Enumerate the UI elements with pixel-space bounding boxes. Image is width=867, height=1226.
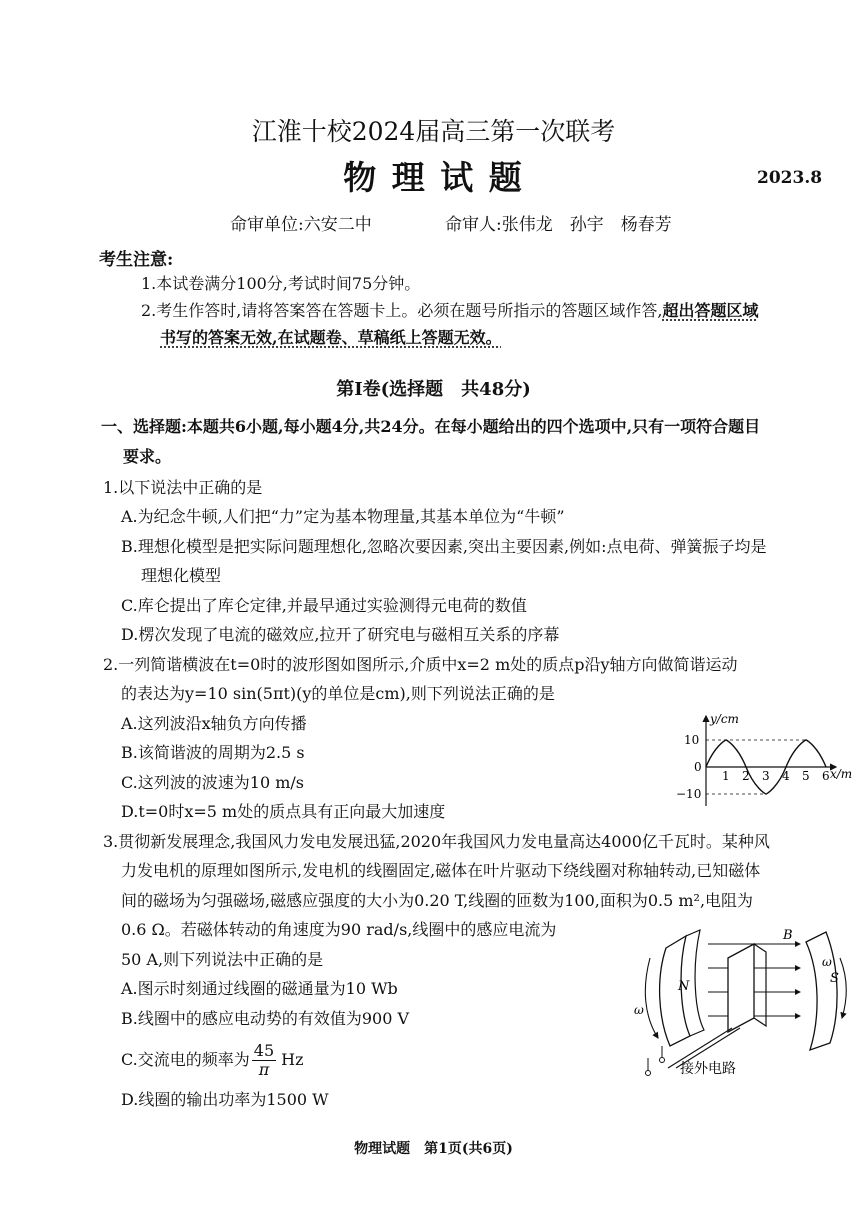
q3-stem-line-3: 间的磁场为匀强磁场,磁感应强度的大小为0.20 T,线圈的匝数为100,面积为0.5 m²,电阻为 [121, 891, 754, 910]
reviewers: 命审人:张伟龙 孙宇 杨春芳 [445, 215, 672, 235]
q3-option-d: D.线圈的输出功率为1500 W [121, 1090, 329, 1109]
x-tick-4: 4 [782, 769, 790, 783]
q3-stem-line-4: 0.6 Ω。若磁体转动的角速度为90 rad/s,线圈中的感应电流为 [121, 920, 557, 939]
section-instructions-line-2: 要求。 [123, 447, 172, 466]
coil [728, 944, 754, 1032]
rotation-arrow-left [645, 958, 658, 1038]
q1-option-b-line-1: B.理想化模型是把实际问题理想化,忽略次要因素,突出主要因素,例如:点电荷、弹簧振子均是 [121, 537, 767, 556]
terminal [646, 1071, 651, 1076]
label-omega-left: ω [634, 1003, 644, 1017]
q1-stem: 1.以下说法中正确的是 [103, 478, 263, 497]
q3-stem-line-2: 力发电机的原理如图所示,发电机的线圈固定,磁体在叶片驱动下绕线圈对称轴转动,已知磁体 [121, 861, 761, 880]
q2-wave-figure [670, 708, 855, 812]
q1-option-a: A.为纪念牛顿,人们把“力”定为基本物理量,其基本单位为“牛顿” [121, 507, 565, 526]
q3-option-c [121, 1038, 304, 1082]
q2-stem-line-1: 2.一列简谐横波在t=0时的波形图如图所示,介质中x=2 m处的质点p沿y轴方向做简谐运动 [103, 655, 738, 674]
notice-heading: 考生注意: [99, 250, 174, 270]
q2-option-c: C.这列波的波速为10 m/s [121, 773, 304, 792]
q3-option-c-unit: Hz [281, 1050, 304, 1069]
fraction-denominator: π [258, 1059, 270, 1079]
x-tick-6: 6 [822, 769, 830, 783]
magnet-s [806, 932, 837, 1050]
q1-option-c: C.库仑提出了库仑定律,并最早通过实验测得元电荷的数值 [121, 596, 527, 615]
label-n: N [678, 979, 690, 994]
subject-title: 物 理 试 题 [343, 158, 524, 197]
q1-option-d: D.楞次发现了电流的磁效应,拉开了研究电与磁相互关系的序幕 [121, 625, 560, 644]
notice-item-2-text: 2.考生作答时,请将答案答在答题卡上。必须在题号所指示的答题区域作答, [141, 301, 663, 320]
q3-stem-line-5: 50 A,则下列说法中正确的是 [121, 950, 324, 969]
section-instructions-line-1: 一、选择题:本题共6小题,每小题4分,共24分。在每小题给出的四个选项中,只有一项符合题目 [101, 417, 761, 436]
y-tick-0: 0 [694, 760, 702, 774]
rotation-arrow-right [840, 958, 846, 1018]
notice-item-2-line-2: 书写的答案无效,在试题卷、草稿纸上答题无效。 [160, 328, 502, 347]
x-tick-2: 2 [742, 769, 750, 783]
q3-fraction [252, 1042, 276, 1079]
label-omega-right: ω [822, 955, 832, 969]
q2-stem-line-2: 的表达为y=10 sin(5πt)(y的单位是cm),则下列说法正确的是 [121, 684, 555, 703]
x-tick-3: 3 [762, 769, 770, 783]
label-b: B [783, 928, 793, 943]
q2-option-b: B.该简谐波的周期为2.5 s [121, 743, 305, 762]
fraction-numerator: 45 [253, 1040, 275, 1060]
q3-generator-figure [628, 918, 853, 1083]
label-s: S [830, 971, 839, 986]
x-axis-label: x/m [830, 767, 853, 781]
x-tick-5: 5 [802, 769, 810, 783]
q2-option-d: D.t=0时x=5 m处的质点具有正向最大加速度 [121, 802, 446, 821]
exam-title: 江淮十校2024届高三第一次联考 [251, 117, 616, 146]
q3-option-c-prefix: C.交流电的频率为 [121, 1050, 250, 1069]
y-tick-10: 10 [684, 733, 700, 747]
org-unit: 命审单位:六安二中 [230, 215, 372, 235]
q1-option-b-line-2: 理想化模型 [141, 566, 222, 585]
figure-caption: 接外电路 [680, 1061, 736, 1077]
q3-option-b: B.线圈中的感应电动势的有效值为900 V [121, 1009, 410, 1028]
x-tick-1: 1 [722, 769, 730, 783]
q2-option-a: A.这列波沿x轴负方向传播 [121, 714, 307, 733]
q3-stem-line-1: 3.贯彻新发展理念,我国风力发电发展迅猛,2020年我国风力发电量高达4000亿千瓦时。某种风 [103, 832, 770, 851]
section-title: 第Ⅰ卷(选择题 共48分) [336, 379, 531, 400]
notice-emphasis-1: 超出答题区域 [662, 301, 759, 320]
notice-item-1: 1.本试卷满分100分,考试时间75分钟。 [141, 274, 421, 293]
exam-date: 2023.8 [757, 168, 823, 188]
notice-item-2-line-1 [141, 301, 758, 321]
y-tick-minus-10: −10 [676, 787, 702, 801]
y-axis-label: y/cm [710, 712, 739, 726]
q3-option-a: A.图示时刻通过线圈的磁通量为10 Wb [121, 979, 398, 998]
terminal [660, 1058, 665, 1063]
page-footer: 物理试题 第1页(共6页) [354, 1141, 513, 1157]
